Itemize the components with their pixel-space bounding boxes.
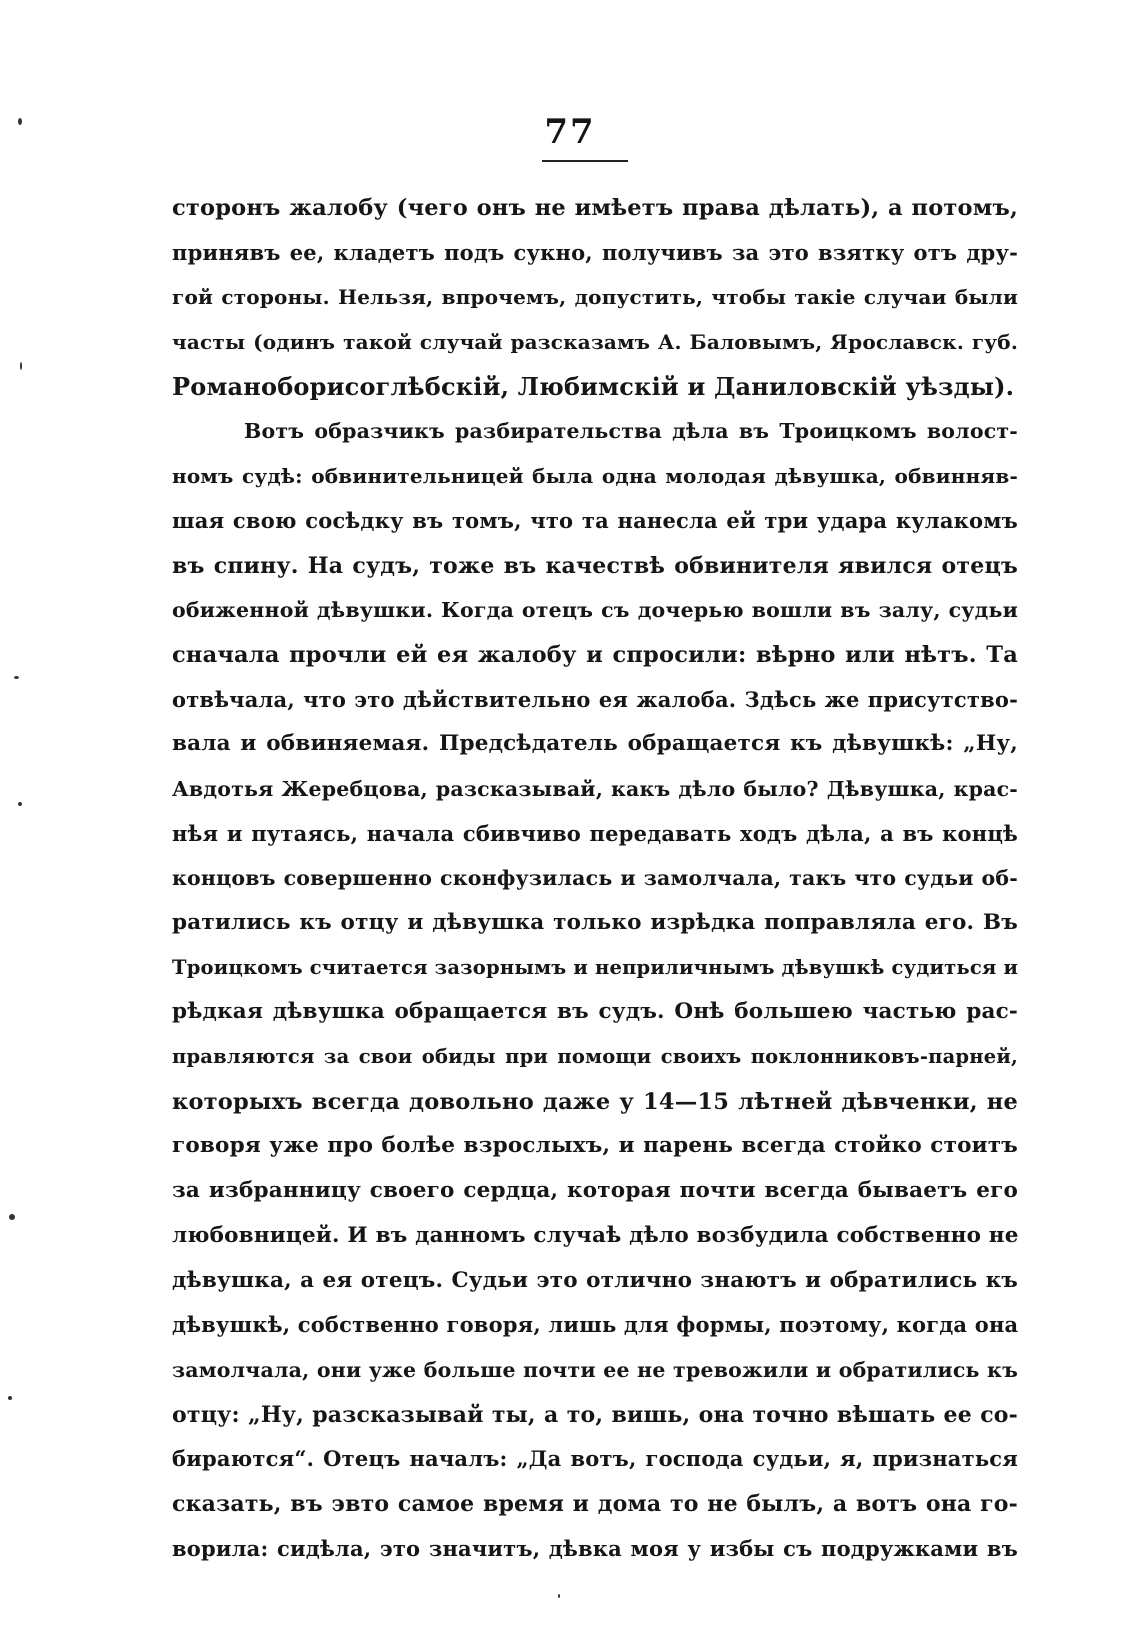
text-line: дѣвушкѣ, собственно говоря, лишь для формы, поэтому, когда она: [172, 1312, 1019, 1338]
text-line: вала и обвиняемая. Предсѣдатель обращается къ дѣвушкѣ: „Ну,: [172, 731, 1018, 757]
text-line: Авдотья Жеребцова, разсказывай, какъ дѣло было? Дѣвушка, крас-: [172, 776, 1018, 801]
text-line: концовъ совершенно сконфузилась и замолчала, такъ что судьи об-: [172, 866, 1018, 891]
text-line: сказать, въ эвто самое время и дома то не былъ, а вотъ она го-: [172, 1490, 1018, 1517]
text-line: обиженной дѣвушки. Когда отецъ съ дочерью вошли въ залу, судьи: [172, 598, 1018, 623]
scan-speck: [18, 802, 22, 806]
body-text: [172, 186, 1018, 1571]
text-line: гой стороны. Нельзя, впрочемъ, допустить, чтобы такіе случаи были: [172, 285, 1018, 310]
text-line: дѣвушка, а ея отецъ. Судьи это отлично знаютъ и обратились къ: [172, 1267, 1018, 1293]
scan-speck: [9, 1214, 15, 1220]
text-line: Вотъ образчикъ разбирательства дѣла въ Троицкомъ волост-: [244, 419, 1018, 444]
text-line: за избранницу своего сердца, которая почти всегда бываетъ его: [172, 1178, 1018, 1204]
text-line: Романоборисоглѣбскій, Любимскій и Даниловскій уѣзды).: [172, 371, 1015, 401]
text-line: принявъ ее, кладетъ подъ сукно, получивъ за это взятку отъ дру-: [172, 239, 1018, 265]
text-line: которыхъ всегда довольно даже у 14—15 лѣтней дѣвченки, не: [172, 1088, 1018, 1115]
scan-speck: [18, 118, 22, 125]
text-line: Троицкомъ считается зазорнымъ и неприличнымъ дѣвушкѣ судиться и: [172, 955, 1019, 979]
text-line: любовницей. И въ данномъ случаѣ дѣло возбудила собственно не: [172, 1222, 1019, 1248]
text-line: бираются“. Отецъ началъ: „Да вотъ, господа судьи, я, признаться: [172, 1446, 1018, 1472]
scan-speck: [20, 362, 22, 370]
text-line: ратились къ отцу и дѣвушка только изрѣдка поправляла его. Въ: [172, 910, 1018, 935]
text-line: въ спину. На судъ, тоже въ качествѣ обвинителя явился отецъ: [172, 552, 1018, 579]
scan-speck: [558, 1594, 560, 1598]
scan-speck: [8, 1396, 12, 1400]
page-number-rule: [542, 160, 628, 162]
text-line: шая свою сосѣдку въ томъ, что та нанесла ей три удара кулакомъ: [172, 507, 1018, 533]
text-line: отцу: „Ну, разсказывай ты, а то, вишь, она точно вѣшать ее со-: [172, 1401, 1018, 1428]
text-line: замолчала, они уже больше почти ее не тревожили и обратились къ: [172, 1357, 1018, 1382]
text-line: номъ судѣ: обвинительницей была одна молодая дѣвушка, обвинняв-: [172, 464, 1018, 489]
text-line: нѣя и путаясь, начала сбивчиво передавать ходъ дѣла, а въ концѣ: [172, 820, 1018, 846]
scan-speck: [14, 676, 19, 679]
text-line: правляются за свои обиды при помощи своихъ поклонниковъ-парней,: [172, 1045, 1018, 1069]
text-line: отвѣчала, что это дѣйствительно ея жалоба. Здѣсь же присутство-: [172, 686, 1018, 712]
text-line: сначала прочли ей ея жалобу и спросили: вѣрно или нѣтъ. Та: [172, 641, 1018, 668]
text-line: рѣдкая дѣвушка обращается въ судъ. Онѣ большею частью рас-: [172, 999, 1018, 1025]
text-line: ворила: сидѣла, это значитъ, дѣвка моя у избы съ подружками въ: [172, 1535, 1018, 1561]
text-line: говоря уже про болѣе взрослыхъ, и парень всегда стойко стоитъ: [172, 1133, 1018, 1159]
text-line: часты (одинъ такой случай разсказамъ А. Баловымъ, Ярославск. губ.: [172, 330, 1018, 355]
text-line: сторонъ жалобу (чего онъ не имѣетъ права дѣлать), а потомъ,: [172, 195, 1018, 221]
page-number: 77: [544, 112, 596, 152]
